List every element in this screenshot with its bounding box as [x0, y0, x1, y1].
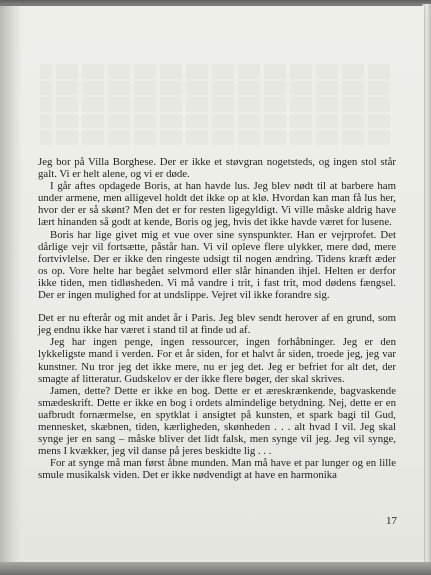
paragraph: Jamen, dette? Dette er ikke en bog. Dette er et æreskrænkende, bagvaskende smædeskrift. Dette er ikke en bog i ordets almindelige betydning. Nej, dette er en uafbrudt fornærmelse, en spytklat i ansigtet på kunsten, et spark bagi til Gud, mennesket, skæbnen, tiden, kærligheden, skønheden . . . alt hvad I vil. Jeg skal synge jer en sang – måske bliver det lidt falsk, men synge vil jeg. Jeg vil synge, mens I kvækker, jeg vil danse på jeres beskidte lig . . .	[38, 384, 396, 458]
paragraph: Jeg bor på Villa Borghese. Der er ikke et støvgran nogetsteds, og ingen stol står galt. Vi er helt alene, og vi er døde.	[38, 156, 396, 181]
paragraph: Boris har lige givet mig et vue over sine synspunkter. Han er vejrprofet. Det dårlige vejr vil fortsætte, påstår han. Vi vil opleve flere ulykker, mere død, mere fortvivlelse. Der er ikke den ringeste udsigt til nogen ændring. Tidens kræft æder os op. Vore helte har begået selvmord eller slår hinanden ihjel. Helten er derfor ikke tiden, men tidløsheden. Vi må vandre i trit, i fast trit, mod dødens fængsel. Der er ingen mulighed for at undslippe. Vejret vil ikke forandre sig.	[38, 228, 396, 302]
page-number: 17	[386, 515, 397, 527]
book-page	[0, 6, 424, 564]
book-gutter-shadow	[0, 6, 22, 564]
background-bottom	[0, 562, 431, 575]
paragraph: Det er nu efterår og mit andet år i Paris. Jeg blev sendt herover af en grund, som jeg endnu ikke har været i stand til at finde ud af.	[38, 312, 396, 337]
page-text	[38, 156, 396, 481]
paragraph: Jeg har ingen penge, ingen ressourcer, ingen forhåbninger. Jeg er den lykkeligste mand i verden. For et år siden, for et halvt år siden, troede jeg, jeg var kunstner. Nu tror jeg det ikke mere, nu er jeg det. Jeg er befriet for alt det, der smagte af litteratur. Gudskelov er der ikke flere bøger, der skal skrives.	[38, 336, 396, 385]
paragraph: I går aftes opdagede Boris, at han havde lus. Jeg blev nødt til at barbere ham under armene, men alligevel holdt det ikke op at klø. Hvordan kan man få lus her, hvor der er så skønt? Men det er for resten ligegyldigt. Vi ville måske aldrig have lært hinanden så godt at kende, Boris og jeg, hvis det ikke havde været for lusene.	[38, 180, 396, 229]
section-gap	[38, 301, 396, 312]
paragraph: For at synge må man først åbne munden. Man må have et par lunger og en lille smule musikalsk viden. Det er ikke nødvendigt at have en harmonika	[38, 457, 396, 482]
show-through-text	[40, 64, 390, 147]
